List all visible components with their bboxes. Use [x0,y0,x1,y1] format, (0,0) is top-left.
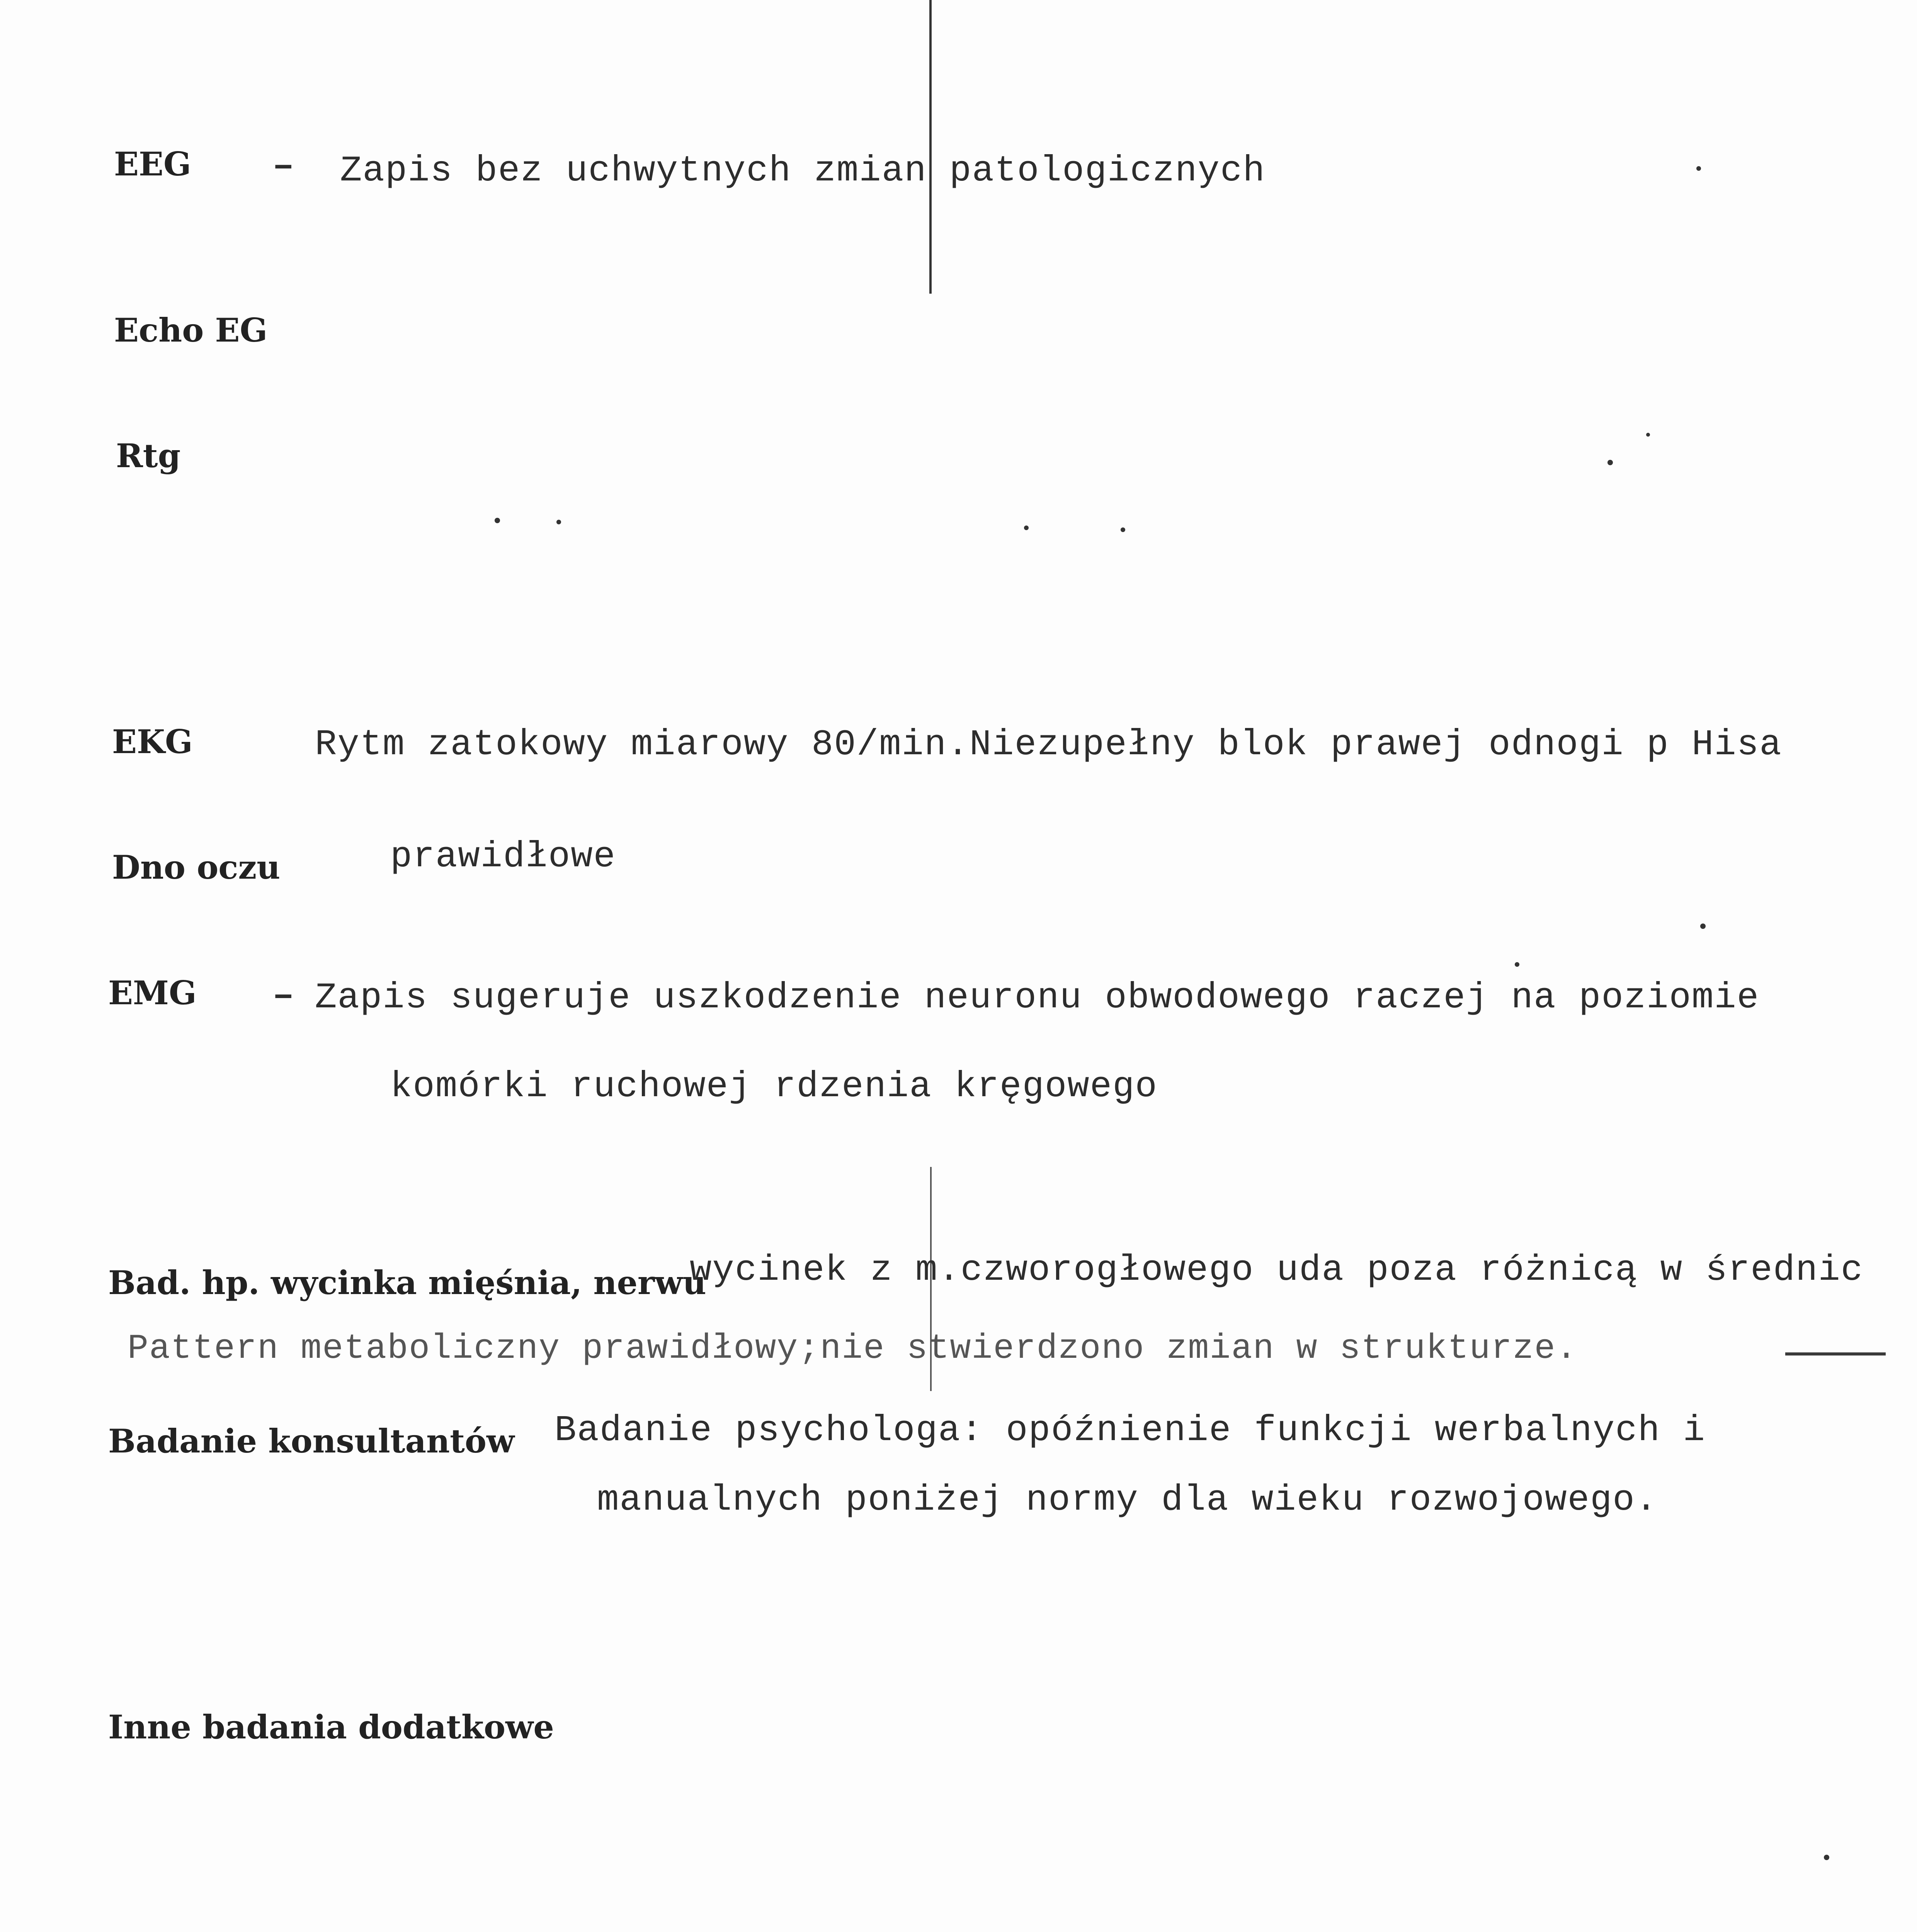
scan-speck [1646,433,1650,437]
biopsy-underline [1785,1352,1886,1355]
fold-crease [929,0,932,294]
emg-label: EMG [108,974,197,1012]
eeg-label: EEG [114,145,191,183]
scan-speck [1824,1855,1829,1860]
emg-value-line1: Zapis sugeruje uszkodzenie neuronu obwodowego raczej na poziomie [315,978,1760,1019]
consultants-value-line1: Badanie psychologa: opóźnienie funkcji werbalnych i [555,1410,1706,1451]
eeg-dash: – [272,146,295,187]
ekg-label: EKG [112,723,193,761]
eeg-value: Zapis bez uchwytnych zmian patologicznych [340,151,1266,192]
ekg-value: Rytm zatokowy miarowy 80/min.Niezupełny blok prawej odnogi p Hisa [315,724,1782,765]
scan-speck [556,520,561,524]
biopsy-label: Bad. hp. wycinka mięśnia, nerwu [108,1264,706,1302]
emg-dash: – [272,976,295,1017]
scan-speck [1024,526,1029,530]
dno-oczu-value: prawidłowe [390,837,616,878]
rtg-label: Rtg [116,437,181,475]
scan-speck [1515,962,1519,967]
scan-speck [1121,527,1125,532]
consultants-value-line2: manualnych poniżej normy dla wieku rozwojowego. [597,1480,1658,1521]
emg-value-line2: komórki ruchowej rdzenia kręgowego [390,1066,1158,1107]
echo-eg-label: Echo EG [114,311,268,349]
biopsy-value-line1: wycinek z m.czworogłowego uda poza różnicą w średnic [690,1250,1864,1291]
scan-speck [1696,166,1701,171]
dno-oczu-label: Dno oczu [112,848,281,886]
scan-speck [1607,460,1613,465]
biopsy-value-line2: Pattern metaboliczny prawidłowy;nie stwierdzono zmian w strukturze. [128,1329,1578,1369]
consultants-label: Badanie konsultantów [108,1422,515,1460]
scan-speck [1700,923,1706,929]
other-tests-label: Inne badania dodatkowe [108,1708,554,1746]
scan-speck [495,518,500,523]
